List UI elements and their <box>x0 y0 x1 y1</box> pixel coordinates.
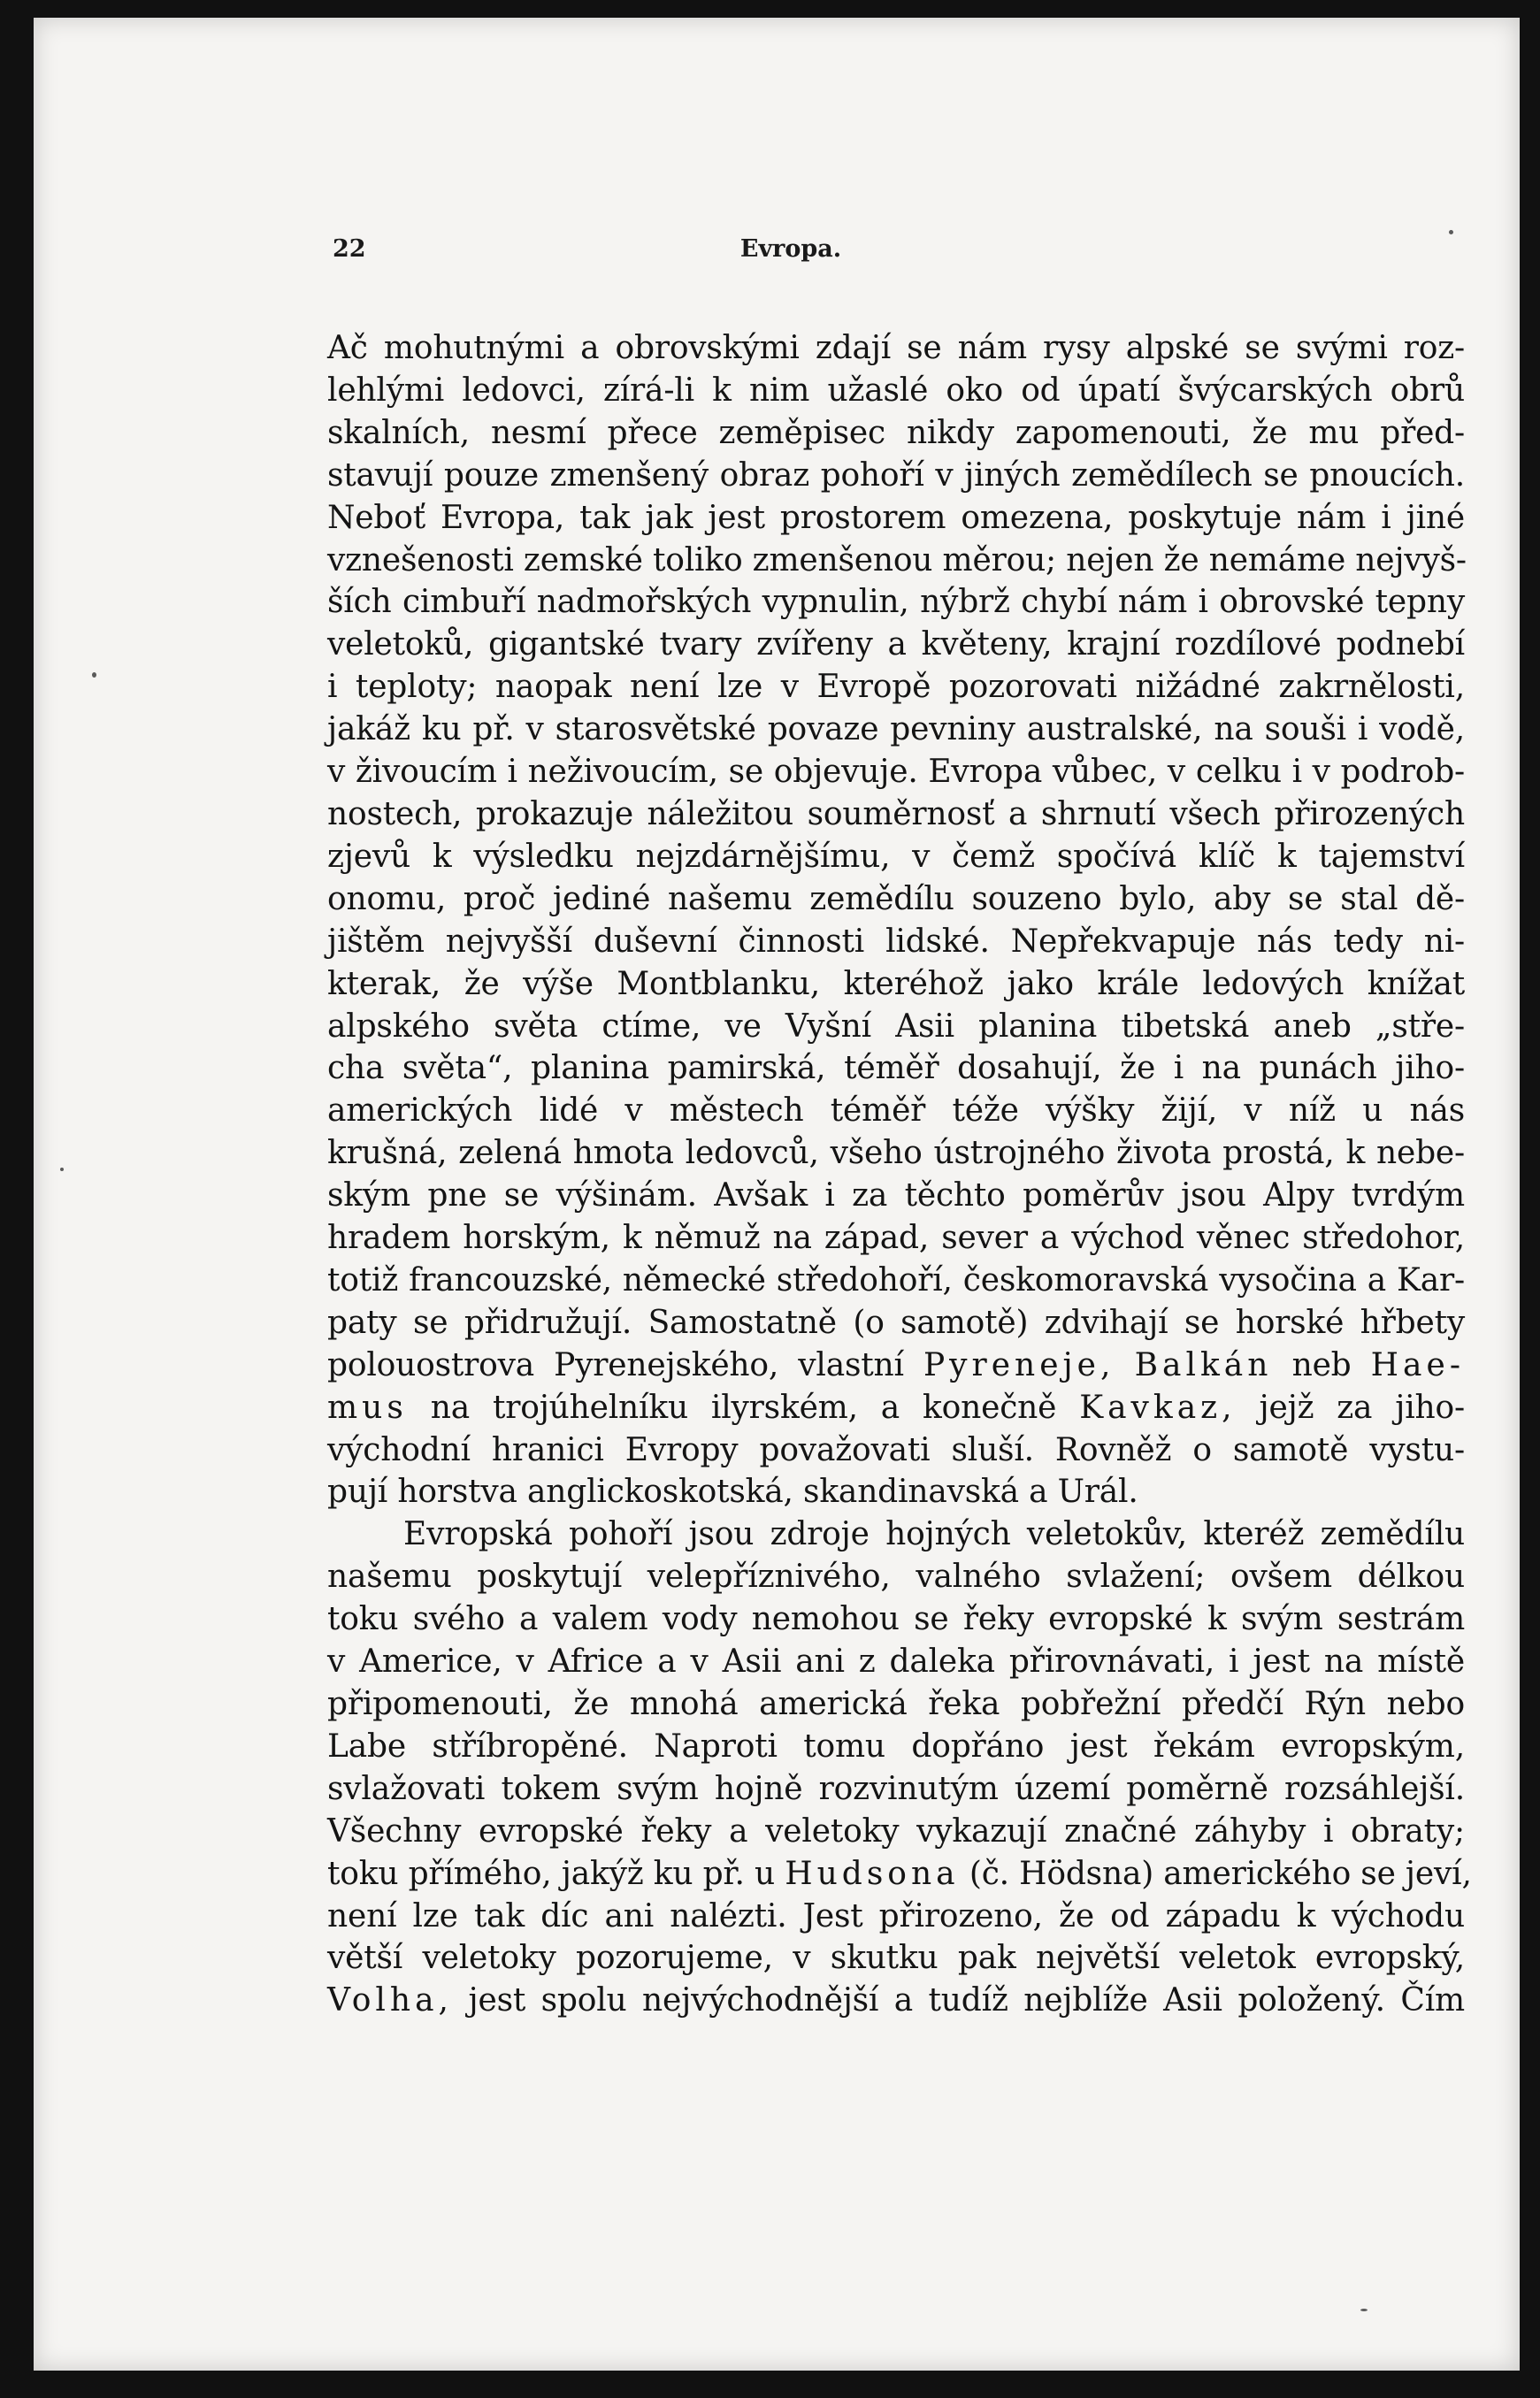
text-line: nostech, prokazuje náležitou souměrnosť a shrnutí všech přirozených <box>327 795 1465 832</box>
text-line: Neboť Evropa, tak jak jest prostorem omezena, poskytuje nám i jiné <box>327 499 1465 536</box>
body-text <box>327 327 1472 2022</box>
text-line <box>327 1980 1465 2022</box>
text-line: vznešenosti zemské toliko zmenšenou měrou; nejen že nemáme nejvyš- <box>327 541 1467 578</box>
print-speck <box>60 1168 64 1171</box>
text-line: jakáž ku př. v starosvětské povaze pevniny australské, na souši i vodě, <box>327 711 1465 748</box>
page-number: 22 <box>333 235 366 263</box>
text-line: cha světa“, planina pamirská, téměř dosahují, že i na punách jiho- <box>327 1050 1465 1087</box>
text-line: kterak, že výše Montblanku, kteréhož jako krále ledových knížat <box>327 965 1465 1002</box>
print-speck <box>1449 230 1453 234</box>
paper-sheet <box>34 18 1520 2371</box>
print-speck <box>92 672 96 678</box>
spaced-name: Hudsona <box>785 1855 960 1892</box>
spaced-name: Volha, <box>327 1982 453 2019</box>
text-line: ších cimbuří nadmořských vypnulin, nýbrž chybí nám i obrovské tepny <box>327 584 1465 621</box>
text-line: krušná, zelená hmota ledovců, všeho ústrojného života prostá, k nebe- <box>327 1135 1465 1172</box>
text-line: onomu, proč jediné našemu zemědílu souzeno bylo, aby se stal dě- <box>327 880 1465 917</box>
text-run: na trojúhelníku ilyrském, a konečně <box>430 1389 1057 1426</box>
text-line: zjevů k výsledku nejzdárnějšímu, v čemž spočívá klíč k tajemství <box>327 838 1465 875</box>
text-line: toku svého a valem vody nemohou se řeky evropské k svým sestrám <box>327 1601 1465 1638</box>
text-line: pují horstva anglickoskotská, skandinavská a Urál. <box>327 1474 1138 1511</box>
text-line: lehlými ledovci, zírá-li k nim užaslé oko od úpatí švýcarských obrů <box>327 372 1465 409</box>
text-line: Všechny evropské řeky a veletoky vykazují značné záhyby i obraty; <box>327 1812 1465 1850</box>
text-line: východní hranici Evropy považovati sluší. Rovněž o samotě vystu- <box>327 1431 1465 1468</box>
text-line: našemu poskytují velepříznivého, valného svlažení; ovšem délkou <box>327 1559 1465 1596</box>
text-line: svlažovati tokem svým hojně rozvinutým území poměrně rozsáhlejší. <box>327 1770 1465 1807</box>
text-line <box>327 1345 1465 1387</box>
page-header <box>333 235 1249 271</box>
paragraph-2 <box>327 1513 1472 2022</box>
spaced-name: Pyreneje, <box>923 1346 1115 1383</box>
text-line: v živoucím i neživoucím, se objevuje. Evropa vůbec, v celku i v podrob- <box>327 754 1465 791</box>
text-line: alpského světa ctíme, ve Vyšní Asii planina tibetská aneb „stře- <box>327 1007 1465 1045</box>
text-line: ským pne se výšinám. Avšak i za těchto poměrův jsou Alpy tvrdým <box>327 1177 1465 1214</box>
text-line: připomenouti, že mnohá americká řeka pobřežní předčí Rýn nebo <box>327 1686 1465 1722</box>
text-line: stavují pouze zmenšený obraz pohoří v jiných zemědílech se pnoucích. <box>327 456 1465 494</box>
text-run: polouostrova Pyrenejského, vlastní <box>327 1346 904 1383</box>
text-line: není lze tak díc ani nalézti. Jest přirozeno, že od západu k východu <box>327 1897 1465 1934</box>
text-line <box>327 1387 1465 1429</box>
spaced-name: mus <box>327 1389 408 1426</box>
spaced-name: Hae- <box>1370 1346 1465 1383</box>
text-run: neb <box>1291 1346 1352 1383</box>
paragraph-1 <box>327 327 1465 1513</box>
text-line: paty se přidružují. Samostatně (o samotě) zdvihají se horské hřbety <box>327 1304 1465 1341</box>
spaced-name: Kavkaz, <box>1079 1389 1237 1426</box>
text-line: veletoků, gigantské tvary zvířeny a květeny, krajní rozdílové podnebí <box>327 626 1465 663</box>
text-line: amerických lidé v městech téměř téže výšky žijí, v níž u nás <box>327 1092 1465 1130</box>
text-line: i teploty; naopak není lze v Evropě pozorovati nižádné zakrnělosti, <box>327 669 1465 706</box>
text-line: jištěm nejvyšší duševní činnosti lidské. Nepřekvapuje nás tedy ni- <box>327 923 1465 960</box>
text-line: Ač mohutnými a obrovskými zdají se nám rysy alpské se svými roz- <box>327 330 1465 366</box>
text-run: jest spolu nejvýchodnější a tudíž nejblíže Asii položený. Čím <box>468 1982 1465 2019</box>
text-line: totiž francouzské, německé středohoří, českomoravská vysočina a Kar- <box>327 1261 1465 1299</box>
text-line: Evropská pohoří jsou zdroje hojných veletokův, kteréž zemědílu <box>403 1516 1465 1553</box>
text-line: skalních, nesmí přece zeměpisec nikdy zapomenouti, že mu před- <box>327 414 1465 451</box>
text-run: jejž za jiho- <box>1259 1389 1465 1426</box>
text-line: větší veletoky pozorujeme, v skutku pak největší veletok evropský, <box>327 1940 1465 1977</box>
text-run: (č. Hödsna) amerického se jeví, <box>969 1855 1472 1892</box>
print-speck <box>1360 2309 1368 2311</box>
text-line: hradem horským, k němuž na západ, sever a východ věnec středohor, <box>327 1220 1465 1257</box>
text-line <box>327 1853 1472 1896</box>
spaced-name: Balkán <box>1134 1346 1273 1383</box>
text-line: v Americe, v Africe a v Asii ani z daleka přirovnávati, i jest na místě <box>327 1643 1465 1681</box>
text-run: toku přímého, jakýž ku př. u <box>327 1855 775 1892</box>
text-line: Labe stříbropěné. Naproti tomu dopřáno jest řekám evropským, <box>327 1728 1465 1765</box>
running-title: Evropa. <box>739 235 842 263</box>
